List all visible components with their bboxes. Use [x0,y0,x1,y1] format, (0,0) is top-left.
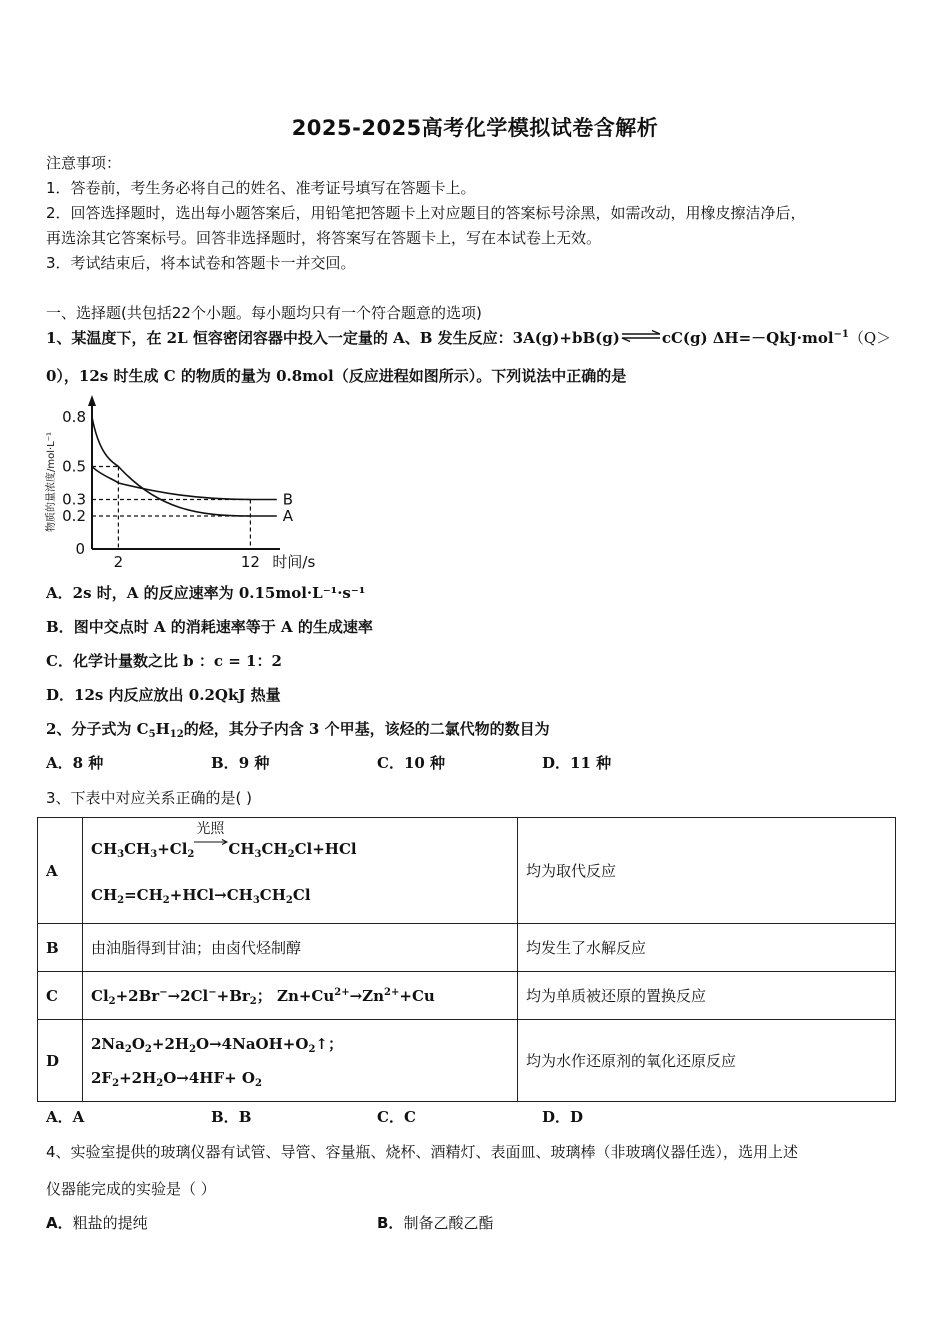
q3-option-a[interactable] [46,1106,84,1127]
option-key: B． [211,1108,239,1126]
reaction-arrow-icon [194,820,228,854]
q3-option-b[interactable] [211,1106,251,1127]
series-line-B [92,467,277,500]
q2-option-d[interactable] [542,752,611,773]
option-text: C [403,1108,416,1126]
table-row [38,924,896,972]
option-text: 9 种 [238,754,270,772]
q3-table [37,817,896,1102]
option-key: B． [377,1214,404,1232]
option-key: A． [46,1108,73,1126]
q2-stem-mid: H [155,720,170,738]
x-tick-label: 2 [113,553,124,571]
q4-option-a[interactable] [46,1212,148,1233]
row-content: $2Na_2O_2+2H_2O\to 4NaOH+O_2↑$； $2F_2+2H_2O\to 4HF+ O_2$ [83,1020,518,1102]
row-desc: 均为单质被还原的置换反应 [518,972,896,1020]
q1-stem [46,327,891,348]
option-key: B． [211,754,239,772]
series-line-A [92,417,277,516]
q2-option-c[interactable] [377,752,445,773]
option-key: C． [377,754,404,772]
option-key: A． [46,584,73,602]
y-axis-arrow-icon [88,395,96,406]
row-key: A [38,818,83,924]
option-key: D． [542,1108,571,1126]
option-text: A [72,1108,85,1126]
option-key: A． [46,1214,73,1232]
option-text: 粗盐的提纯 [72,1214,148,1232]
q3-option-d[interactable] [542,1106,583,1127]
row-content: 由油脂得到甘油；由卤代烃制醇 [83,924,518,972]
row-desc: 均为取代反应 [518,818,896,924]
notice-item: 1．答卷前，考生务必将自己的姓名、准考证号填写在答题卡上。 [46,179,476,197]
option-text: 化学计量数之比 b ：c = 1：2 [72,652,282,670]
reaction-condition: 光照 [196,820,225,837]
q1-option-c[interactable] [46,650,282,671]
q1-option-b[interactable] [46,616,373,637]
q2-sub: 12 [169,729,184,740]
option-key: D． [542,754,571,772]
option-text: 10 种 [403,754,446,772]
option-key: C． [46,652,73,670]
notice-item: 2．回答选择题时，选出每小题答案后，用铅笔把答题卡上对应题目的答案标号涂黑，如需改动，用橡皮擦洁净后， [46,204,806,222]
option-text: 图中交点时 A 的消耗速率等于 A 的生成速率 [73,618,373,636]
y-tick-label: 0.5 [62,457,86,476]
origin-label: 0 [75,540,85,558]
table-row [38,972,896,1020]
section-heading: 一、选择题(共包括22个小题。每小题均只有一个符合题意的选项) [46,304,482,322]
q4-stem-line2: 仪器能完成的实验是（ ） [46,1180,216,1198]
option-text: 制备乙酸乙酯 [403,1214,494,1232]
q1-option-d[interactable] [46,684,281,705]
concentration-time-chart [40,392,316,572]
notice-item: 3．考试结束后，将本试卷和答题卡一并交回。 [46,254,356,272]
option-text: 12s 内反应放出 0.2QkJ 热量 [74,686,281,704]
y-tick-label: 0.2 [62,507,86,525]
option-text: D [570,1108,584,1126]
q1-stem-line2: 0），12s 时生成 C 的物质的量为 0.8mol（反应进程如图所示）。下列说法中正确的是 [46,367,627,385]
q1-stem-part-c: （Q＞ [848,329,892,347]
q3-option-c[interactable] [377,1106,416,1127]
q1-stem-part-b: cC(g) ΔH=－QkJ·mol [661,329,834,347]
option-text: 8 种 [72,754,104,772]
table-row [38,818,896,924]
y-tick-label: 0.3 [62,490,86,509]
table-row [38,1020,896,1102]
option-key: B． [46,618,74,636]
row-desc: 均为水作还原剂的氧化还原反应 [518,1020,896,1102]
y-axis-label: 物质的量浓度/mol·L⁻¹ [46,431,57,533]
option-text: 11 种 [570,754,612,772]
x-axis-label: 时间/s [272,553,316,571]
q2-option-a[interactable] [46,752,103,773]
row-content: $CH_3CH_3+Cl_2$ 光照 $CH_3CH_2Cl+HCl$ $CH_2=CH_2+HCl\to CH_3CH_2Cl$ [83,818,518,924]
option-key: D． [46,686,75,704]
q4-stem-line1: 4、实验室提供的玻璃仪器有试管、导管、容量瓶、烧杯、酒精灯、表面皿、玻璃棒（非玻璃仪器任选），选用上述 [46,1143,799,1161]
series-label-A: A [282,507,294,525]
q1-stem-part-a: 1、某温度下，在 2L 恒容密闭容器中投入一定量的 A、B 发生反应：3A(g)+bB(g) [46,329,620,347]
q2-sub: 5 [148,729,156,740]
option-text: B [238,1108,252,1126]
row-content: $Cl_2+2Br^-\to 2Cl^-+Br_2$； $Zn+Cu^{2+}\to Zn^{2+}+Cu$ [83,972,518,1020]
q2-option-b[interactable] [211,752,269,773]
row-key: D [38,1020,83,1102]
q3-stem: 3、下表中对应关系正确的是( ) [46,789,253,807]
q2-stem [46,718,550,740]
q2-stem-part-a: 2、分子式为 C [46,720,149,738]
notice-heading: 注意事项： [46,154,122,172]
row-key: B [38,924,83,972]
option-key: C． [377,1108,404,1126]
q1-option-a[interactable] [46,582,365,603]
series-label-B: B [282,490,294,509]
row-key: C [38,972,83,1020]
option-key: A． [46,754,73,772]
q1-stem-sup: −1 [833,329,849,340]
equilibrium-arrow-icon [620,329,662,347]
option-text: 2s 时，A 的反应速率为 0.15mol·L⁻¹·s⁻¹ [72,584,366,602]
q4-option-b[interactable] [377,1212,493,1233]
page-title: 2025-2025高考化学模拟试卷含解析 [291,116,659,140]
q2-stem-part-b: 的烃，其分子内含 3 个甲基，该烃的二氯代物的数目为 [183,720,550,738]
notice-item: 再选涂其它答案标号。回答非选择题时，将答案写在答题卡上，写在本试卷上无效。 [46,229,602,247]
x-tick-label: 12 [240,553,260,571]
y-tick-label: 0.8 [62,408,86,426]
row-desc: 均发生了水解反应 [518,924,896,972]
